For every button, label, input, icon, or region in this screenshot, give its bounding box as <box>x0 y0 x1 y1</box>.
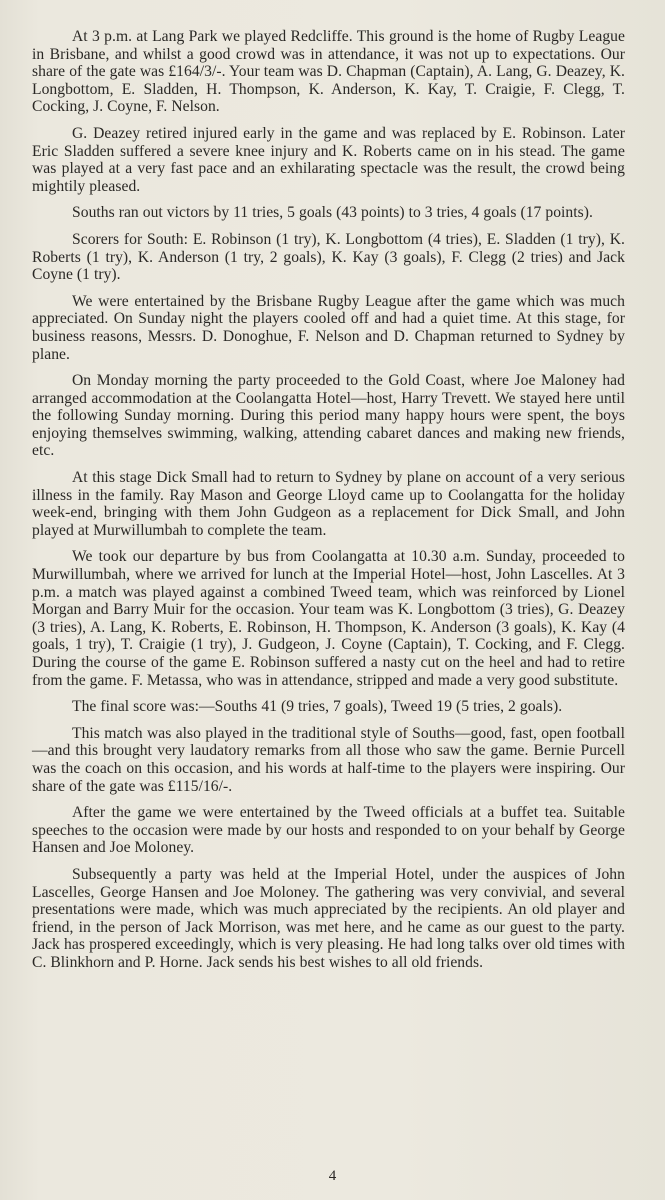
paragraph-souths-style: This match was also played in the traditional style of Souths—good, fast, open football—and this brought very laudatory remarks from all those who saw the game. Bernie Purcell was the coach on this occasion, and his words at half-time to the players were inspiring. Our share of the gate was £115/16/-. <box>32 724 625 795</box>
paragraph-imperial-party: Subsequently a party was held at the Imperial Hotel, under the auspices of John Lascelles, George Hansen and Joe Moloney. The gathering was very convivial, and several presentations were made, which was much appreciated by the recipients. An old player and friend, in the person of Jack Morrison, was met here, and he came as our guest to the party. Jack has prospered exceedingly, which is very pleasing. He had long talks over old times with C. Blinkhorn and P. Horne. Jack sends his best wishes to all old friends. <box>32 865 625 971</box>
paragraph-buffet-tea: After the game we were entertained by the Tweed officials at a buffet tea. Suitable speeches to the occasion were made by our hosts and responded to on your behalf by George Hansen and Joe Moloney. <box>32 804 625 857</box>
paragraph-scorers: Scorers for South: E. Robinson (1 try), K. Longbottom (4 tries), E. Sladden (1 try), K. Roberts (1 try), K. Anderson (1 try, 2 goals), K. Kay (3 goals), F. Clegg (2 tries) and Jack Coyne (1 try). <box>32 230 625 284</box>
paragraph-final-score: The final score was:—Souths 41 (9 tries, 7 goals), Tweed 19 (5 tries, 2 goals). <box>72 698 563 716</box>
paragraph-murwillumbah-match: We took our departure by bus from Coolangatta at 10.30 a.m. Sunday, proceeded to Murwillumbah, where we arrived for lunch at the Imperial Hotel—host, John Lascelles. At 3 p.m. a match was played against a combined Tweed team, which was reinforced by Lionel Morgan and Barry Muir for the occasion. Your team was K. Longbottom (3 tries), G. Deazey (3 tries), A. Lang, K. Roberts, E. Robinson, H. Thompson, K. Anderson (3 goals), K. Kay (4 goals, 1 try), T. Craigie (1 try), J. Gudgeon, J. Coyne (Captain), T. Cocking, and F. Clegg. During the course of the game E. Robinson suffered a nasty cut on the heel and had to retire from the game. F. Metassa, who was in attendance, stripped and made a very good substitute. <box>32 548 625 689</box>
paragraph-dick-small: At this stage Dick Small had to return to Sydney by plane on account of a very serious illness in the family. Ray Mason and George Lloyd came up to Coolangatta for the holiday week-end, bringing with them John Gudgeon as a replacement for Dick Small, and John played at Murwillumbah to complete the team. <box>32 469 625 539</box>
paragraph-gold-coast: On Monday morning the party proceeded to the Gold Coast, where Joe Maloney had arranged accommodation at the Coolangatta Hotel—host, Harry Trevett. We stayed here until the following Sunday morning. During this period many happy hours were spent, the boys enjoying themselves swimming, walking, attending cabaret dances and making new friends, etc. <box>32 372 625 460</box>
page-number: 4 <box>328 1168 337 1184</box>
paragraph-injuries: G. Deazey retired injured early in the game and was replaced by E. Robinson. Later Eric Sladden suffered a severe knee injury and K. Roberts came on in his stead. The game was played at a very fast pace and an exhilarating spectacle was the result, the crowd being mightily pleased. <box>32 124 625 195</box>
body-text <box>32 28 625 981</box>
paragraph-redcliffe-result: Souths ran out victors by 11 tries, 5 goals (43 points) to 3 tries, 4 goals (17 points). <box>72 204 593 222</box>
paragraph-brisbane-entertainment: We were entertained by the Brisbane Rugby League after the game which was much appreciated. On Sunday night the players cooled off and had a quiet time. At this stage, for business reasons, Messrs. D. Donoghue, F. Nelson and D. Chapman returned to Sydney by plane. <box>32 292 625 363</box>
paragraph-lang-park-match: At 3 p.m. at Lang Park we played Redcliffe. This ground is the home of Rugby League in Brisbane, and whilst a good crowd was in attendance, it was not up to expectations. Our share of the gate was £164/3/-. Your team was D. Chapman (Captain), A. Lang, G. Deazey, K. Longbottom, E. Sladden, H. Thompson, K. Anderson, K. Kay, T. Craigie, F. Clegg, T. Cocking, J. Coyne, F. Nelson. <box>32 28 625 116</box>
